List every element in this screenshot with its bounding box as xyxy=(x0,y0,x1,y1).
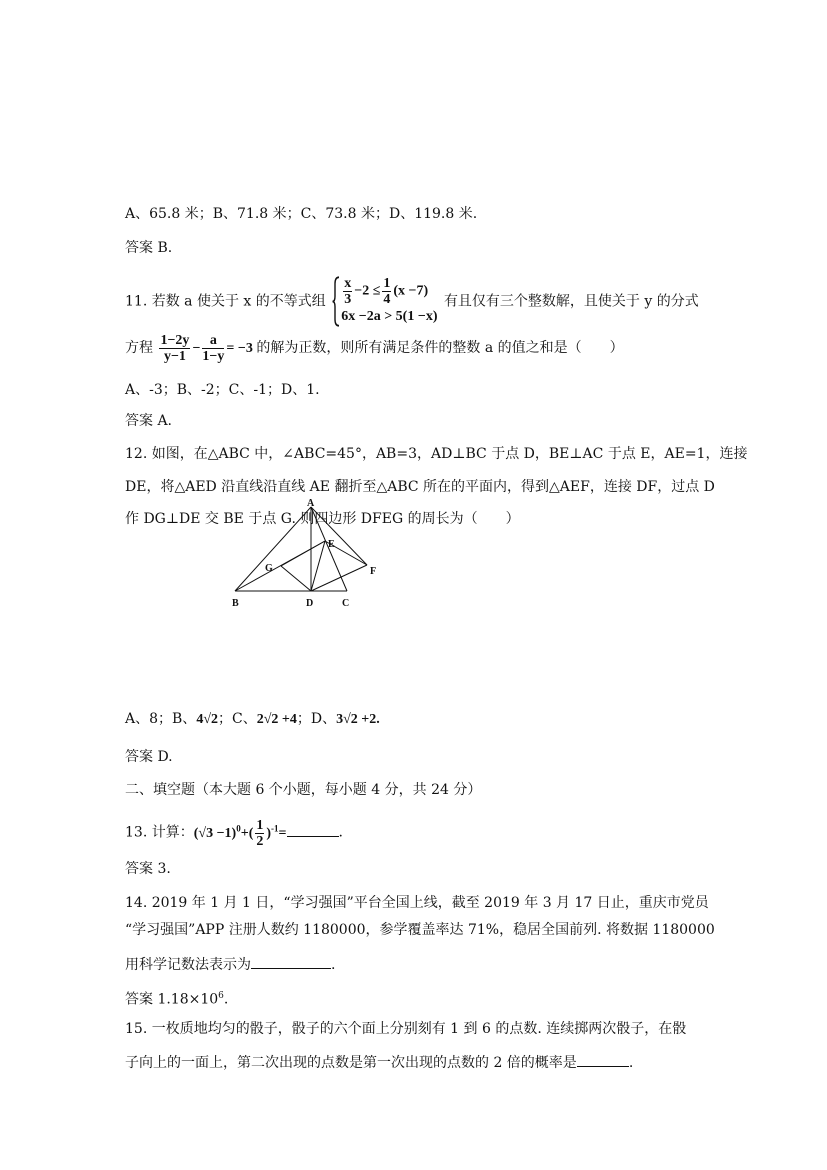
section-title: 二、填空题（本大题 6 个小题，每小题 4 分，共 24 分） xyxy=(125,782,482,798)
q13-eq: = xyxy=(278,825,287,841)
ineq1-left-den: 3 xyxy=(344,292,352,307)
segment-de xyxy=(311,541,325,591)
inequality-system xyxy=(332,276,437,327)
q14-line3-end: . xyxy=(331,957,336,973)
label-e: E xyxy=(328,539,335,550)
segment-ge xyxy=(281,541,325,566)
q11-line2 xyxy=(125,330,624,367)
q13-end: . xyxy=(338,824,343,841)
q13-line xyxy=(125,810,343,852)
q12-option-b-value: 4√2 xyxy=(196,712,218,727)
q12-option-d-prefix: ；D、 xyxy=(296,711,337,727)
q12-options xyxy=(125,710,380,729)
q14-line1: 14. 2019 年 1 月 1 日，“学习强国”平台全国上线，截至 2019 年 3 月 17 日止，重庆市党员 xyxy=(125,895,709,911)
q13-prefix: 13. 计算： xyxy=(125,824,194,841)
q15-line1: 15. 一枚质地均匀的骰子，骰子的六个面上分别刻有 1 到 6 的点数. 连续掷两次骰子，在骰 xyxy=(125,1021,687,1037)
q14-line3 xyxy=(125,954,335,974)
ineq1-right-den: 4 xyxy=(383,292,391,307)
segment-dg xyxy=(281,566,311,591)
ineq1-tail: (x −7) xyxy=(393,283,429,299)
q14-answer-end: . xyxy=(223,991,229,1008)
q14-line3-prefix: 用科学记数法表示为 xyxy=(125,957,251,973)
q13-frac-num: 1 xyxy=(256,817,264,833)
segment-df xyxy=(311,565,367,591)
segment-ab xyxy=(235,507,311,591)
q12-options-end: . xyxy=(376,712,380,727)
eq-frac2-den: 1−y xyxy=(202,349,225,365)
brace-icon xyxy=(332,276,340,327)
ineq1-left-fraction xyxy=(343,276,352,307)
q13-close: ) xyxy=(266,825,272,841)
segment-af xyxy=(311,507,367,565)
label-a: A xyxy=(307,498,315,509)
triangle-figure xyxy=(225,495,385,615)
eq-minus: − xyxy=(192,341,201,356)
q11-answer: 答案 A. xyxy=(125,413,173,429)
q13-answer: 答案 3. xyxy=(125,861,171,877)
q15-blank[interactable] xyxy=(577,1052,629,1067)
q15-line2 xyxy=(125,1052,633,1072)
q13-plus: +( xyxy=(240,825,254,841)
q12-option-c-prefix: ；C、 xyxy=(218,711,257,727)
label-c: C xyxy=(342,598,350,609)
q10-options: A、65.8 米；B、71.8 米；C、73.8 米；D、119.8 米. xyxy=(125,206,478,222)
q13-exp2: -1 xyxy=(271,823,279,833)
eq-frac2-num: a xyxy=(202,333,224,349)
q12-option-c-value: 2√2 +4 xyxy=(256,712,297,727)
q14-answer-exp: 6 xyxy=(218,991,224,1001)
q13-frac-den: 2 xyxy=(256,833,264,849)
q12-answer: 答案 D. xyxy=(125,749,173,765)
label-g: G xyxy=(265,563,273,574)
q11-intro: 11. 若数 a 使关于 x 的不等式组 xyxy=(125,293,326,310)
q13-expr1: (√3 −1) xyxy=(193,825,237,841)
ineq1-right-fraction xyxy=(382,276,391,307)
q14-line2: “学习强国”APP 注册人数约 1180000，参学覆盖率达 71%，稳居全国前列. 将数据 1180000 xyxy=(125,922,715,938)
q11-options: A、-3；B、-2；C、-1；D、1. xyxy=(125,382,320,398)
q10-answer: 答案 B. xyxy=(125,240,173,256)
eq-frac1-den: y−1 xyxy=(163,349,186,365)
ineq1-mid: −2 ≤ xyxy=(354,283,381,299)
eq-rhs: = −3 xyxy=(226,341,253,356)
q11-line2-prefix: 方程 xyxy=(125,340,153,356)
ineq1-left-num: x xyxy=(344,276,352,291)
eq-frac1-num: 1−2y xyxy=(160,333,190,349)
q15-line2-end: . xyxy=(628,1055,634,1071)
q12-line3: 作 DG⊥DE 交 BE 于点 G. 则四边形 DFEG 的周长为（ ） xyxy=(125,511,520,527)
q12-line1: 12. 如图，在△ABC 中，∠ABC=45°，AB=3，AD⊥BC 于点 D，BE⊥AC 于点 E，AE=1，连接 xyxy=(125,446,748,462)
q13-fraction xyxy=(255,818,264,849)
label-b: B xyxy=(232,598,239,609)
q12-option-a: A、8；B、 xyxy=(125,711,197,727)
q11-line1 xyxy=(125,276,699,327)
label-f: F xyxy=(370,566,377,577)
q15-line2-prefix: 子向上的一面上，第二次出现的点数是第一次出现的点数的 2 倍的概率是 xyxy=(125,1055,577,1071)
q14-blank[interactable] xyxy=(251,954,331,969)
q14-answer-prefix: 答案 1.18×10 xyxy=(125,991,219,1008)
q13-blank[interactable] xyxy=(287,822,339,837)
q11-after-system: 有且仅有三个整数解，且使关于 y 的分式 xyxy=(443,293,699,310)
q14-answer xyxy=(125,987,228,1009)
label-d: D xyxy=(306,598,314,609)
eq-fraction-2 xyxy=(202,333,224,364)
eq-fraction-1 xyxy=(159,333,190,364)
q13-exp1: 0 xyxy=(236,823,241,833)
q12-line2: DE，将△AED 沿直线沿直线 AE 翻折至△ABC 所在的平面内，得到△AEF，连接 DF，过点 D xyxy=(125,479,715,495)
ineq1-right-num: 1 xyxy=(383,276,391,291)
ineq2: 6x −2a > 5(1 −x) xyxy=(341,309,438,324)
q11-line2-suffix: 的解为正数，则所有满足条件的整数 a 的值之和是（ ） xyxy=(256,340,624,356)
q12-option-d-value: 3√2 +2 xyxy=(336,712,377,727)
